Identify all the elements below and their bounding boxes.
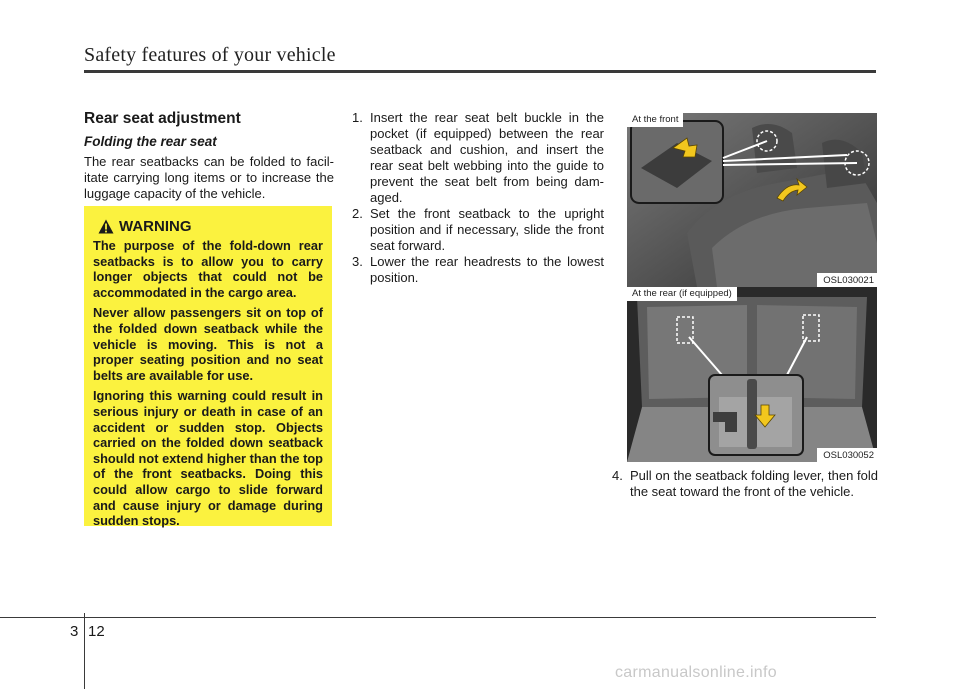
step-text: Set the front seatback to the upright position and if necessary, slide the front seat forward.	[370, 206, 604, 253]
steps-column	[352, 110, 604, 286]
step-item	[612, 468, 878, 500]
warning-title-row	[98, 218, 323, 235]
warning-title: WARNING	[119, 218, 192, 235]
image-label: At the front	[627, 113, 683, 127]
step-4-column	[612, 468, 878, 500]
warning-paragraph: The purpose of the fold-down rear seatbacks is to allow you to carry longer objects that could not be accommodated in the cargo area.	[93, 238, 323, 300]
header-rule	[84, 70, 876, 73]
section-heading: Rear seat adjustment	[84, 110, 241, 127]
step-number: 2.	[352, 206, 363, 221]
warning-triangle-icon	[98, 219, 114, 234]
rear-cargo-illustration	[627, 287, 877, 462]
front-seat-illustration	[627, 113, 877, 287]
step-item	[352, 110, 604, 206]
step-number: 4.	[612, 468, 623, 483]
page-header-title: Safety features of your vehicle	[84, 44, 336, 66]
front-seat-image	[627, 113, 877, 287]
step-item	[352, 254, 604, 286]
sub-heading: Folding the rear seat	[84, 134, 217, 149]
warning-box	[84, 206, 332, 529]
warning-paragraph: Never allow passengers sit on top of the folded down seatback while the vehicle is moving. This is not a proper seating position and no seat belts are available for use.	[93, 305, 323, 383]
footer-rule	[0, 617, 876, 618]
step-text: Lower the rear headrests to the lowest position.	[370, 254, 604, 285]
rear-cargo-image	[627, 287, 877, 462]
step-number: 3.	[352, 254, 363, 269]
step-number: 1.	[352, 110, 363, 125]
page-number: 12	[88, 623, 105, 640]
image-code: OSL030052	[817, 448, 877, 462]
image-label: At the rear (if equipped)	[627, 287, 737, 301]
footer-divider	[84, 613, 85, 689]
warning-paragraph: Ignoring this warning could result in serious injury or death in case of an accident or sudden stop. Objects carried on the folded down seatback should not extend higher than the top of the front seatbacks. Doing this could allow cargo to slide forward and cause injury or damage during sudden stops.	[93, 388, 323, 529]
step-text: Pull on the seatback folding lever, then fold the seat toward the front of the vehicle.	[630, 468, 878, 499]
intro-paragraph: The rear seatbacks can be folded to facil-itate carrying long items or to increase the luggage capacity of the vehicle.	[84, 154, 334, 201]
chapter-number: 3	[70, 623, 79, 640]
image-code: OSL030021	[817, 273, 877, 287]
watermark: carmanualsonline.info	[615, 664, 777, 681]
step-item	[352, 206, 604, 254]
left-column	[84, 110, 334, 202]
step-text: Insert the rear seat belt buckle in the pocket (if equipped) between the rear seatback and cushion, and insert the rear seat belt webbing into the guide to prevent the seat belt from being dam-aged.	[370, 110, 604, 205]
